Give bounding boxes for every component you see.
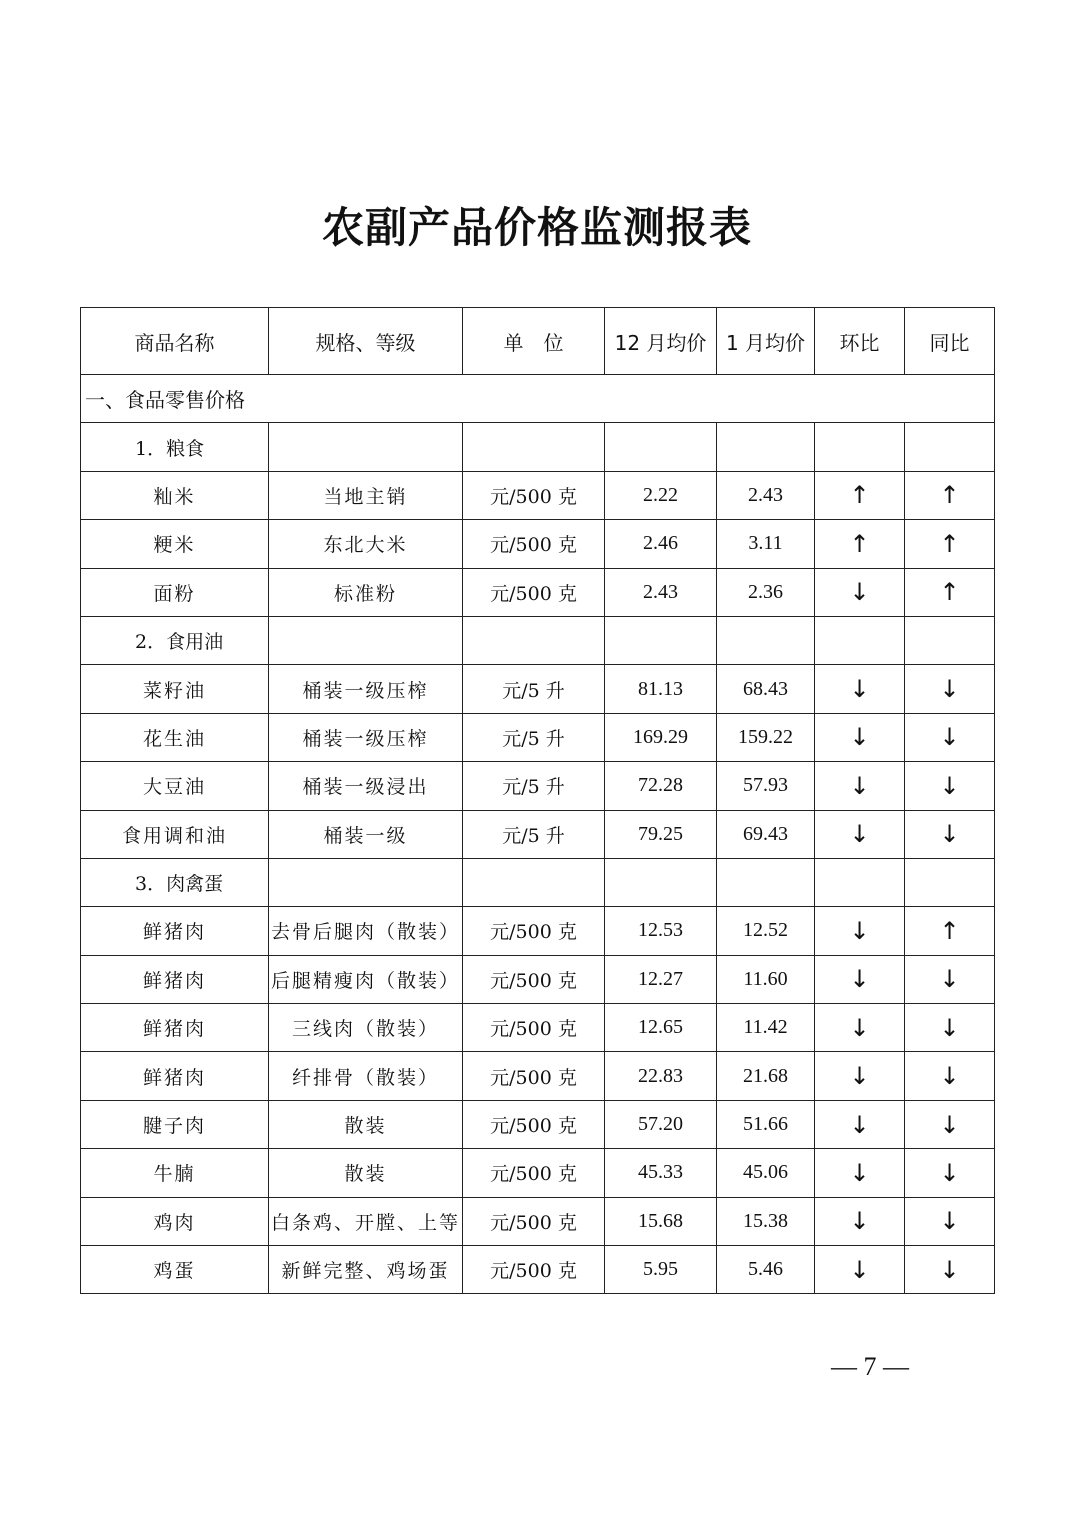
cell-yoy-arrow: ↓ (905, 762, 995, 810)
table-row (81, 1197, 995, 1245)
table-row (81, 1246, 995, 1294)
table-row (81, 520, 995, 568)
cell-yoy-arrow: ↓ (905, 810, 995, 858)
cell-name: 面粉 (81, 568, 269, 616)
cell-spec: 后腿精瘦肉（散装） (269, 955, 463, 1003)
cell-name: 鸡蛋 (81, 1246, 269, 1294)
cell-spec: 去骨后腿肉（散装） (269, 907, 463, 955)
cell-mom-arrow: ↓ (815, 1246, 905, 1294)
cell-curr: 159.22 (717, 713, 815, 761)
category-label: 3．肉禽蛋 (81, 858, 269, 906)
table-row (81, 810, 995, 858)
cell-mom-arrow: ↓ (815, 955, 905, 1003)
cell-curr: 2.43 (717, 471, 815, 519)
category-row (81, 858, 995, 906)
cell-name: 鲜猪肉 (81, 1004, 269, 1052)
cell-curr: 5.46 (717, 1246, 815, 1294)
cell-name: 鸡肉 (81, 1197, 269, 1245)
cell-yoy-arrow: ↑ (905, 568, 995, 616)
table-row (81, 471, 995, 519)
cell-unit: 元/500 克 (463, 471, 605, 519)
header-name: 商品名称 (81, 308, 269, 375)
header-curr-month: 1 月均价 (717, 308, 815, 375)
cell-unit: 元/5 升 (463, 762, 605, 810)
cell-unit: 元/5 升 (463, 810, 605, 858)
cell-prev: 72.28 (605, 762, 717, 810)
cell-yoy-arrow: ↓ (905, 1004, 995, 1052)
cell-prev: 79.25 (605, 810, 717, 858)
cell-prev: 5.95 (605, 1246, 717, 1294)
cell-spec: 散装 (269, 1149, 463, 1197)
cell-spec: 当地主销 (269, 471, 463, 519)
cell-spec: 三线肉（散装） (269, 1004, 463, 1052)
cell-unit: 元/500 克 (463, 1149, 605, 1197)
header-row (81, 308, 995, 375)
category-row (81, 616, 995, 664)
cell-prev: 12.65 (605, 1004, 717, 1052)
cell-name: 大豆油 (81, 762, 269, 810)
cell-yoy-arrow: ↓ (905, 665, 995, 713)
cell-mom-arrow: ↓ (815, 1100, 905, 1148)
header-prev-month: 12 月均价 (605, 308, 717, 375)
cell-mom-arrow: ↓ (815, 665, 905, 713)
cell-spec: 纤排骨（散装） (269, 1052, 463, 1100)
cell-unit: 元/5 升 (463, 713, 605, 761)
category-label: 1．粮食 (81, 423, 269, 471)
cell-name: 牛腩 (81, 1149, 269, 1197)
section-title: 一、食品零售价格 (81, 375, 995, 423)
cell-prev: 2.22 (605, 471, 717, 519)
cell-spec: 桶装一级浸出 (269, 762, 463, 810)
cell-prev: 12.53 (605, 907, 717, 955)
table-row (81, 713, 995, 761)
cell-unit: 元/500 克 (463, 1197, 605, 1245)
cell-yoy-arrow: ↓ (905, 1149, 995, 1197)
cell-prev: 169.29 (605, 713, 717, 761)
cell-mom-arrow: ↓ (815, 810, 905, 858)
cell-prev: 12.27 (605, 955, 717, 1003)
cell-curr: 3.11 (717, 520, 815, 568)
table-row (81, 1052, 995, 1100)
cell-name: 花生油 (81, 713, 269, 761)
table-row (81, 665, 995, 713)
cell-mom-arrow: ↓ (815, 1004, 905, 1052)
cell-unit: 元/500 克 (463, 1052, 605, 1100)
cell-unit: 元/500 克 (463, 1246, 605, 1294)
page-title: 农副产品价格监测报表 (321, 203, 752, 252)
cell-yoy-arrow: ↑ (905, 907, 995, 955)
table-row (81, 1149, 995, 1197)
cell-name: 腱子肉 (81, 1100, 269, 1148)
cell-yoy-arrow: ↓ (905, 955, 995, 1003)
cell-mom-arrow: ↑ (815, 471, 905, 519)
cell-unit: 元/5 升 (463, 665, 605, 713)
cell-mom-arrow: ↓ (815, 762, 905, 810)
cell-yoy-arrow: ↑ (905, 520, 995, 568)
cell-yoy-arrow: ↓ (905, 1246, 995, 1294)
cell-curr: 51.66 (717, 1100, 815, 1148)
header-mom: 环比 (815, 308, 905, 375)
cell-unit: 元/500 克 (463, 1100, 605, 1148)
cell-mom-arrow: ↓ (815, 1149, 905, 1197)
cell-curr: 69.43 (717, 810, 815, 858)
cell-unit: 元/500 克 (463, 520, 605, 568)
category-row (81, 423, 995, 471)
cell-name: 菜籽油 (81, 665, 269, 713)
header-yoy: 同比 (905, 308, 995, 375)
cell-name: 粳米 (81, 520, 269, 568)
cell-mom-arrow: ↑ (815, 520, 905, 568)
cell-mom-arrow: ↓ (815, 907, 905, 955)
cell-name: 食用调和油 (81, 810, 269, 858)
cell-spec: 桶装一级压榨 (269, 665, 463, 713)
table-row (81, 955, 995, 1003)
cell-curr: 2.36 (717, 568, 815, 616)
cell-spec: 桶装一级压榨 (269, 713, 463, 761)
cell-yoy-arrow: ↓ (905, 1100, 995, 1148)
cell-curr: 15.38 (717, 1197, 815, 1245)
table-row (81, 1100, 995, 1148)
cell-spec: 标准粉 (269, 568, 463, 616)
cell-name: 鲜猪肉 (81, 1052, 269, 1100)
cell-name: 鲜猪肉 (81, 907, 269, 955)
cell-spec: 新鲜完整、鸡场蛋 (269, 1246, 463, 1294)
table-row (81, 762, 995, 810)
cell-prev: 57.20 (605, 1100, 717, 1148)
table-row (81, 568, 995, 616)
cell-prev: 22.83 (605, 1052, 717, 1100)
category-label: 2．食用油 (81, 616, 269, 664)
cell-name: 鲜猪肉 (81, 955, 269, 1003)
cell-mom-arrow: ↓ (815, 1197, 905, 1245)
cell-name: 籼米 (81, 471, 269, 519)
cell-unit: 元/500 克 (463, 568, 605, 616)
cell-prev: 81.13 (605, 665, 717, 713)
cell-curr: 12.52 (717, 907, 815, 955)
cell-yoy-arrow: ↓ (905, 1052, 995, 1100)
cell-prev: 15.68 (605, 1197, 717, 1245)
cell-yoy-arrow: ↑ (905, 471, 995, 519)
cell-prev: 2.43 (605, 568, 717, 616)
cell-curr: 11.60 (717, 955, 815, 1003)
cell-spec: 白条鸡、开膛、上等 (269, 1197, 463, 1245)
cell-curr: 57.93 (717, 762, 815, 810)
cell-spec: 桶装一级 (269, 810, 463, 858)
header-spec: 规格、等级 (269, 308, 463, 375)
cell-yoy-arrow: ↓ (905, 1197, 995, 1245)
page-number: — 7 — (831, 1352, 909, 1381)
cell-mom-arrow: ↓ (815, 568, 905, 616)
cell-curr: 11.42 (717, 1004, 815, 1052)
cell-spec: 东北大米 (269, 520, 463, 568)
header-unit: 单 位 (463, 308, 605, 375)
section-row (81, 375, 995, 423)
cell-curr: 21.68 (717, 1052, 815, 1100)
cell-mom-arrow: ↓ (815, 1052, 905, 1100)
cell-spec: 散装 (269, 1100, 463, 1148)
table-row (81, 1004, 995, 1052)
cell-unit: 元/500 克 (463, 907, 605, 955)
cell-curr: 45.06 (717, 1149, 815, 1197)
cell-unit: 元/500 克 (463, 1004, 605, 1052)
cell-curr: 68.43 (717, 665, 815, 713)
cell-unit: 元/500 克 (463, 955, 605, 1003)
cell-mom-arrow: ↓ (815, 713, 905, 761)
table-row (81, 907, 995, 955)
price-monitoring-table (80, 307, 995, 1294)
cell-prev: 45.33 (605, 1149, 717, 1197)
cell-yoy-arrow: ↓ (905, 713, 995, 761)
cell-prev: 2.46 (605, 520, 717, 568)
